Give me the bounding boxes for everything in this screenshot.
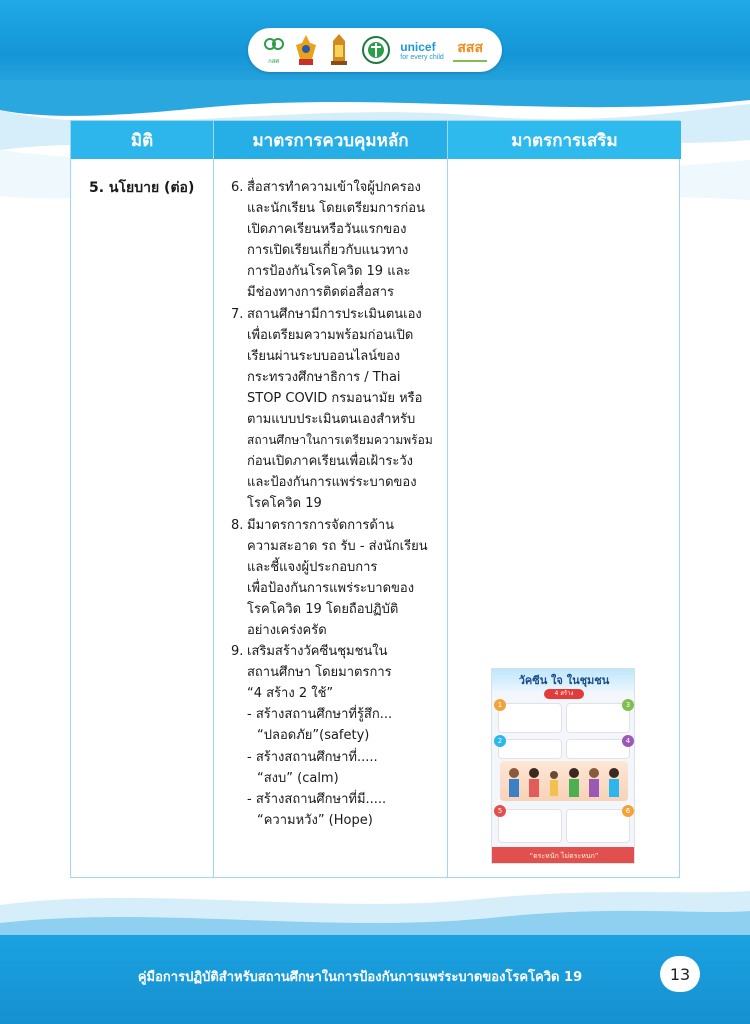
item-line: โรคโควิด 19 xyxy=(247,496,322,512)
list-item xyxy=(231,304,441,515)
poster-number-icon: 2 xyxy=(494,735,506,747)
dimension-label: 5. นโยบาย (ต่อ) xyxy=(89,180,195,196)
sub-item: - สร้างสถานศึกษาที่มี..... xyxy=(247,791,387,807)
sss-logo xyxy=(453,37,487,64)
poster-card xyxy=(498,703,562,733)
item-line: กระทรวงศึกษาธิการ / Thai xyxy=(247,369,401,385)
kss-logo xyxy=(263,35,285,65)
page-number: 13 xyxy=(660,956,700,992)
item-line: STOP COVID กรมอนามัย หรือ xyxy=(247,390,423,406)
item-line: โรคโควิด 19 โดยถือปฏิบัติ xyxy=(247,601,399,617)
item-line: การป้องกันโรคโควิด 19 และ xyxy=(247,264,411,280)
item-line: เรียนผ่านระบบออนไลน์ของ xyxy=(247,348,401,364)
vaccine-community-poster xyxy=(491,668,635,864)
item-line: เพื่อป้องกันการแพร่ระบาดของ xyxy=(247,580,415,596)
item-line: และชี้แจงผู้ประกอบการ xyxy=(247,559,378,575)
header-main-measures: มาตรการควบคุมหลัก xyxy=(214,121,447,159)
item-line: และป้องกันการแพร่ระบาดของ xyxy=(247,475,417,491)
sss-wordmark: สสส xyxy=(457,39,484,56)
item-line: การเปิดเรียนเกี่ยวกับแนวทาง xyxy=(247,243,409,259)
poster-footer: “ตระหนัก ไม่ตระหนก” xyxy=(492,847,635,864)
item-number: 9. xyxy=(231,644,244,660)
item-line: และนักเรียน โดยเตรียมการก่อน xyxy=(247,201,425,217)
item-line: “4 สร้าง 2 ใช้” xyxy=(247,686,334,702)
poster-card xyxy=(498,809,562,843)
poster-card xyxy=(566,739,630,759)
unicef-tagline: for every child xyxy=(400,53,444,61)
poster-card xyxy=(566,809,630,843)
kss-logo-text: กสศ xyxy=(268,58,280,65)
item-line: ก่อนเปิดภาคเรียนเพื่อเฝ้าระวัง xyxy=(247,454,413,470)
header-dimension: มิติ xyxy=(71,121,213,159)
poster-card xyxy=(566,703,630,733)
item-line: สื่อสารทำความเข้าใจผู้ปกครอง xyxy=(247,180,421,195)
item-line: สถานศึกษามีการประเมินตนเอง xyxy=(247,306,422,322)
footer-title: คู่มือการปฏิบัติสำหรับสถานศึกษาในการป้องกันการแพร่ระบาดของโรคโควิด 19 xyxy=(137,970,583,985)
item-line: มีช่องทางการติดต่อสื่อสาร xyxy=(247,285,395,301)
poster-number-icon: 5 xyxy=(494,805,506,817)
partner-logos xyxy=(248,28,502,72)
poster-title: วัคซีน ใจ ในชุมชน xyxy=(492,669,635,691)
poster-badge: 4 สร้าง xyxy=(544,689,584,699)
header-supplementary-measures: มาตรการเสริม xyxy=(448,121,681,159)
item-line: เสริมสร้างวัคซีนชุมชนใน xyxy=(247,644,388,660)
item-number: 8. xyxy=(231,517,244,533)
item-number: 7. xyxy=(231,306,244,322)
sub-list xyxy=(231,704,441,831)
item-line: สถานศึกษาในการเตรียมความพร้อม xyxy=(247,433,433,448)
sub-item-detail: “ปลอดภัย”(safety) xyxy=(257,728,370,744)
health-ministry-logo xyxy=(361,35,391,65)
poster-card xyxy=(498,739,562,759)
poster-people-illustration xyxy=(500,761,628,801)
poster-number-icon: 6 xyxy=(622,805,634,817)
sub-item: - สร้างสถานศึกษาที่รู้สึก... xyxy=(247,707,393,723)
item-line: มีมาตรการการจัดการด้าน xyxy=(247,517,395,533)
education-ministry-logo xyxy=(327,33,351,67)
item-line: เพื่อเตรียมความพร้อมก่อนเปิด xyxy=(247,327,414,343)
item-line: อย่างเคร่งครัด xyxy=(247,622,327,638)
item-line: ความสะอาด รถ รับ - ส่งนักเรียน xyxy=(247,538,428,554)
poster-number-icon: 4 xyxy=(622,735,634,747)
list-item xyxy=(231,515,441,642)
main-measures-list xyxy=(231,177,441,831)
sub-item: - สร้างสถานศึกษาที่..... xyxy=(247,749,378,765)
ministry-emblem-logo xyxy=(294,33,318,67)
list-item xyxy=(231,641,441,704)
item-line: ตามแบบประเมินตนเองสำหรับ xyxy=(247,412,416,428)
list-item xyxy=(231,177,441,304)
poster-number-icon: 3 xyxy=(622,699,634,711)
item-line: เปิดภาคเรียนหรือวันแรกของ xyxy=(247,222,407,238)
sub-item-detail: “สงบ” (calm) xyxy=(257,770,339,786)
unicef-logo xyxy=(400,40,444,61)
poster-number-icon: 1 xyxy=(494,699,506,711)
column-divider xyxy=(213,121,214,877)
unicef-wordmark: unicef xyxy=(400,39,436,54)
item-line: สถานศึกษา โดยมาตรการ xyxy=(247,665,392,681)
column-divider xyxy=(447,121,448,877)
item-number: 6. xyxy=(231,180,244,195)
sub-item-detail: “ความหวัง” (Hope) xyxy=(257,812,373,828)
